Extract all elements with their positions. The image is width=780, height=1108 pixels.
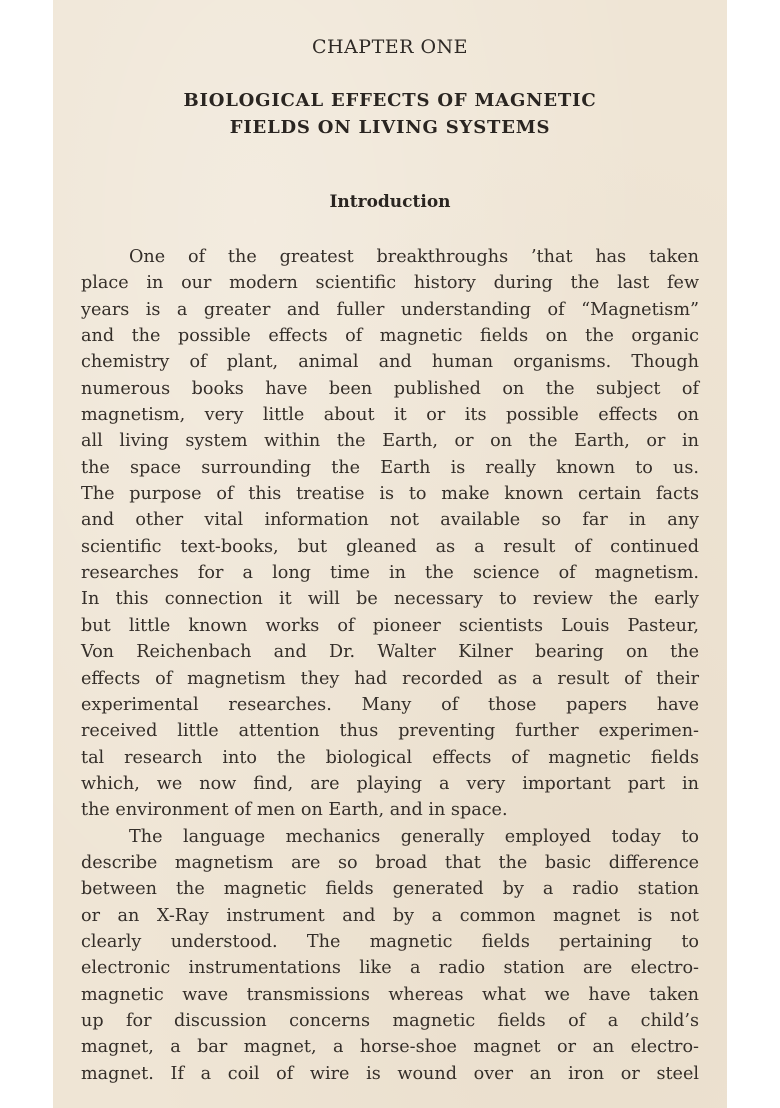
- paragraph-line: The language mechanics generally employed today to: [129, 826, 699, 847]
- paragraph-line: magnet, a bar magnet, a horse-shoe magnet or an electro-: [81, 1037, 699, 1058]
- paragraph-line: the environment of men on Earth, and in space.: [81, 800, 508, 821]
- paragraph-line: magnetic wave transmissions whereas what we have taken: [81, 984, 699, 1005]
- paragraph-line: scientific text-books, but gleaned as a result of continued: [81, 536, 699, 557]
- paragraph-line: all living system within the Earth, or on the Earth, or in: [81, 431, 699, 452]
- paragraph-line: researches for a long time in the science of magnetism.: [81, 563, 699, 584]
- paragraph-line: electronic instrumentations like a radio station are electro-: [81, 958, 699, 979]
- chapter-label: CHAPTER ONE: [311, 36, 469, 58]
- paragraph-line: and other vital information not available so far in any: [81, 510, 699, 531]
- body-text: [81, 244, 699, 1087]
- paragraph-line: numerous books have been published on the subject of: [81, 378, 699, 399]
- paragraph-line: and the possible effects of magnetic fields on the organic: [81, 326, 699, 347]
- book-page: [53, 0, 727, 1108]
- paragraph-line: In this connection it will be necessary to review the early: [81, 589, 699, 610]
- paragraph-line: received little attention thus preventing further experimen-: [81, 721, 699, 742]
- paragraph-line: magnet. If a coil of wire is wound over an iron or steel: [81, 1063, 699, 1084]
- paragraph-line: between the magnetic fields generated by a radio station: [81, 879, 699, 900]
- paragraph-line: clearly understood. The magnetic fields pertaining to: [81, 931, 699, 952]
- paragraph-line: Von Reichenbach and Dr. Walter Kilner bearing on the: [81, 642, 699, 663]
- paragraph-line: chemistry of plant, animal and human organisms. Though: [81, 352, 699, 373]
- chapter-title-line: BIOLOGICAL EFFECTS OF MAGNETIC: [183, 90, 597, 111]
- paragraph-line: effects of magnetism they had recorded as a result of their: [81, 668, 699, 689]
- paragraph-line: years is a greater and fuller understanding of “Magnetism”: [81, 299, 699, 320]
- paragraph-line: place in our modern scientific history during the last few: [81, 273, 699, 294]
- paragraph-line: which, we now find, are playing a very important part in: [81, 773, 699, 794]
- chapter-title-line: FIELDS ON LIVING SYSTEMS: [229, 117, 551, 138]
- paragraph-line: or an X-Ray instrument and by a common magnet is not: [81, 905, 699, 926]
- paragraph-line: the space surrounding the Earth is really known to us.: [81, 457, 699, 478]
- paragraph-line: describe magnetism are so broad that the basic difference: [81, 852, 699, 873]
- paragraph-line: The purpose of this treatise is to make known certain facts: [81, 484, 699, 505]
- paragraph-line: up for discussion concerns magnetic fields of a child’s: [81, 1010, 699, 1031]
- paragraph-line: magnetism, very little about it or its possible effects on: [81, 405, 699, 426]
- paragraph-line: but little known works of pioneer scientists Louis Pasteur,: [81, 615, 699, 636]
- section-heading: Introduction: [329, 192, 451, 212]
- paragraph-line: One of the greatest breakthroughs ’that has taken: [129, 247, 699, 267]
- paragraph-line: experimental researches. Many of those papers have: [81, 694, 699, 715]
- chapter-title: [53, 87, 727, 141]
- paragraph-line: tal research into the biological effects of magnetic fields: [81, 747, 699, 768]
